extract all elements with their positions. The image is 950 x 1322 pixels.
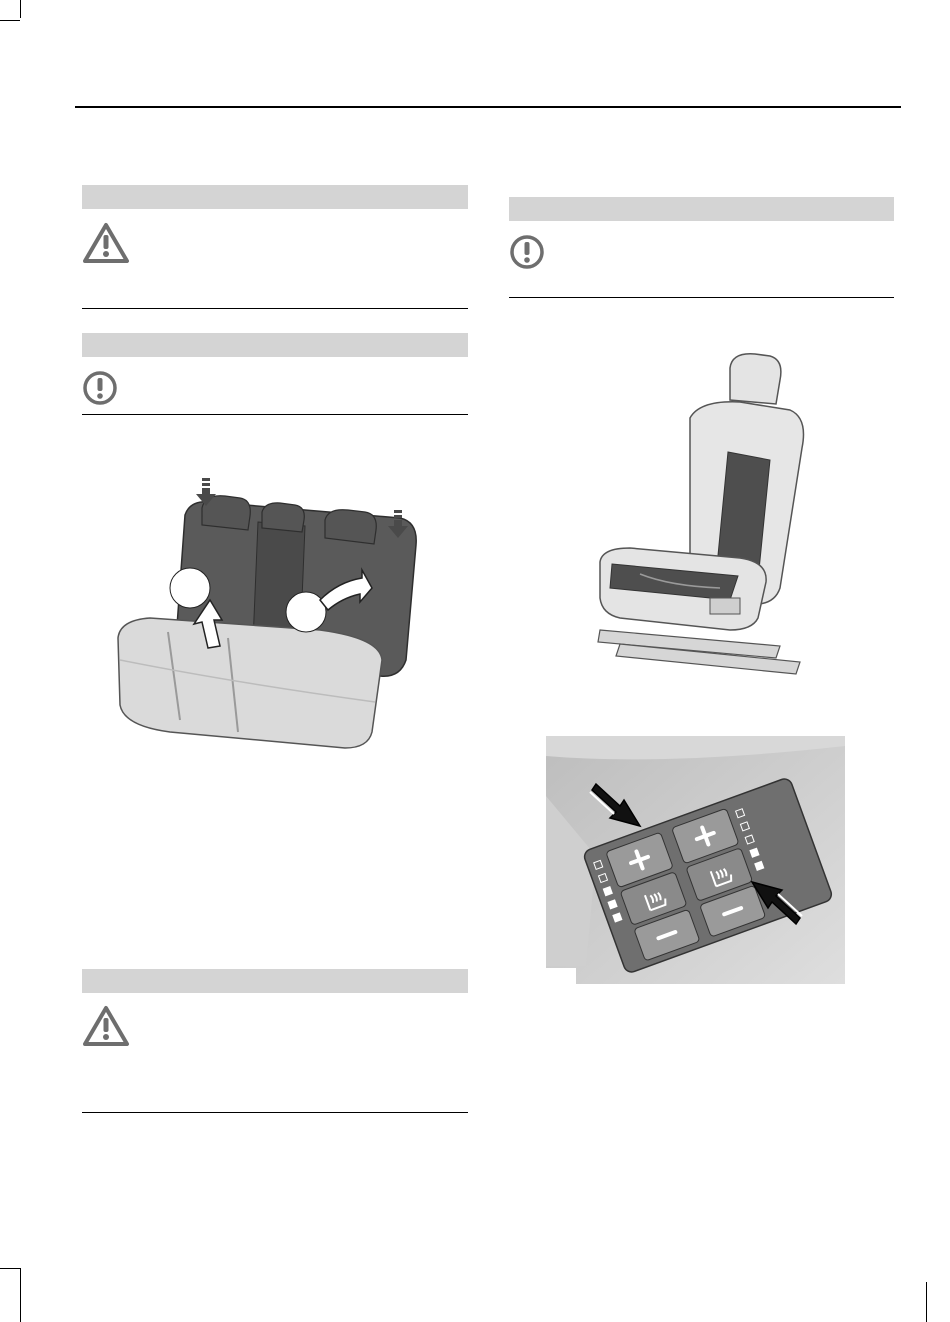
heated-front-seat-figure [590, 348, 820, 688]
section-bar-warning-2 [82, 969, 468, 993]
crop-mark [926, 1282, 927, 1322]
crop-mark [20, 0, 21, 18]
crop-mark [0, 1268, 20, 1269]
heated-seat-switch-figure [546, 736, 845, 984]
rear-seat-figure [110, 470, 420, 760]
section-bar-notice-2 [509, 197, 894, 221]
warning-triangle-icon [82, 222, 130, 264]
exclamation-circle-icon [82, 370, 118, 406]
section-rule [82, 414, 468, 415]
crop-mark [0, 20, 20, 21]
section-bar-notice-1 [82, 333, 468, 357]
crop-mark [20, 1268, 21, 1322]
section-rule [82, 308, 468, 309]
header-rule [75, 106, 901, 108]
warning-triangle-icon [82, 1005, 130, 1047]
section-bar-warning-1 [82, 185, 468, 209]
section-rule [82, 1112, 468, 1113]
exclamation-circle-icon [509, 234, 545, 270]
section-rule [509, 297, 894, 298]
